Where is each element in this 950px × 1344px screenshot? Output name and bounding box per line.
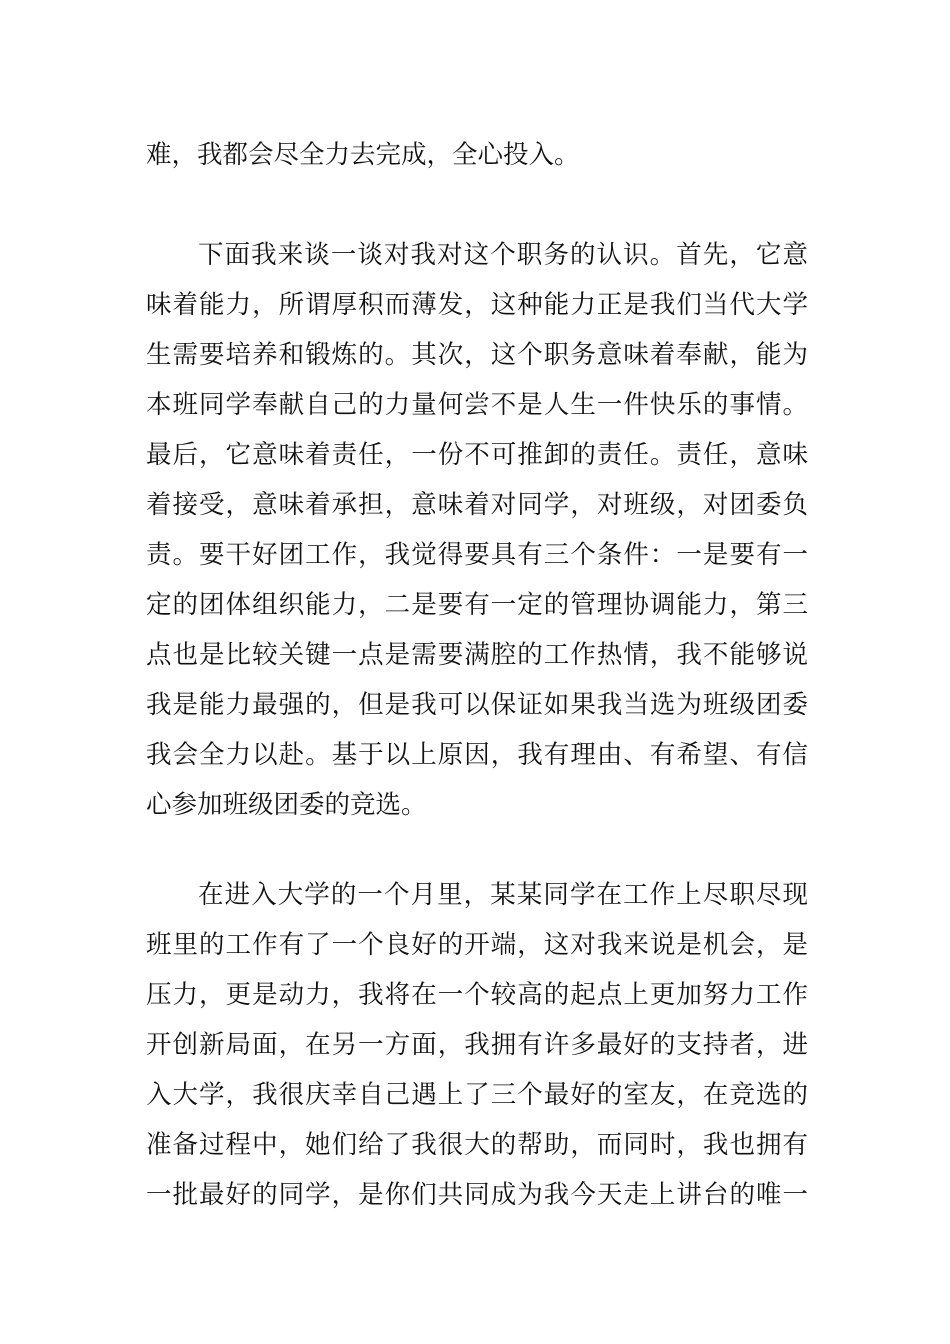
text-line: 开创新局面，在另一方面，我拥有许多最好的支持者，进	[146, 1030, 808, 1060]
text-line: 点也是比较关键一点是需要满腔的工作热情，我不能够说	[146, 640, 808, 670]
text-line: 在进入大学的一个月里，某某同学在工作上尽职尽现	[198, 880, 808, 910]
text-line: 生需要培养和锻炼的。其次，这个职务意味着奉献，能为	[146, 340, 808, 370]
text-line: 味着能力，所谓厚积而薄发，这种能力正是我们当代大学	[146, 290, 808, 320]
text-line: 准备过程中，她们给了我很大的帮助，而同时，我也拥有	[146, 1130, 808, 1160]
text-line: 我是能力最强的，但是我可以保证如果我当选为班级团委	[146, 690, 808, 720]
text-line: 压力，更是动力，我将在一个较高的起点上更加努力工作	[146, 980, 808, 1010]
text-line: 一批最好的同学，是你们共同成为我今天走上讲台的唯一	[146, 1180, 808, 1210]
paragraph-role-understanding	[146, 230, 808, 830]
text-line: 班里的工作有了一个良好的开端，这对我来说是机会，是	[146, 930, 808, 960]
text-line: 着接受，意味着承担，意味着对同学，对班级，对团委负	[146, 490, 808, 520]
text-line: 本班同学奉献自己的力量何尝不是人生一件快乐的事情。	[146, 390, 808, 420]
text-line: 责。要干好团工作，我觉得要具有三个条件：一是要有一	[146, 540, 808, 570]
text-line: 定的团体组织能力，二是要有一定的管理协调能力，第三	[146, 590, 808, 620]
paragraph-continuation	[146, 130, 808, 180]
text-line: 我会全力以赴。基于以上原因，我有理由、有希望、有信	[146, 740, 808, 770]
text-line: 心参加班级团委的竞选。	[146, 790, 427, 820]
text-line: 难，我都会尽全力去完成，全心投入。	[146, 140, 580, 170]
text-line: 最后，它意味着责任，一份不可推卸的责任。责任，意味	[146, 440, 808, 470]
text-line: 入大学，我很庆幸自己遇上了三个最好的室友，在竞选的	[146, 1080, 808, 1110]
paragraph-supporters	[146, 870, 808, 1220]
text-line: 下面我来谈一谈对我对这个职务的认识。首先，它意	[198, 240, 808, 270]
